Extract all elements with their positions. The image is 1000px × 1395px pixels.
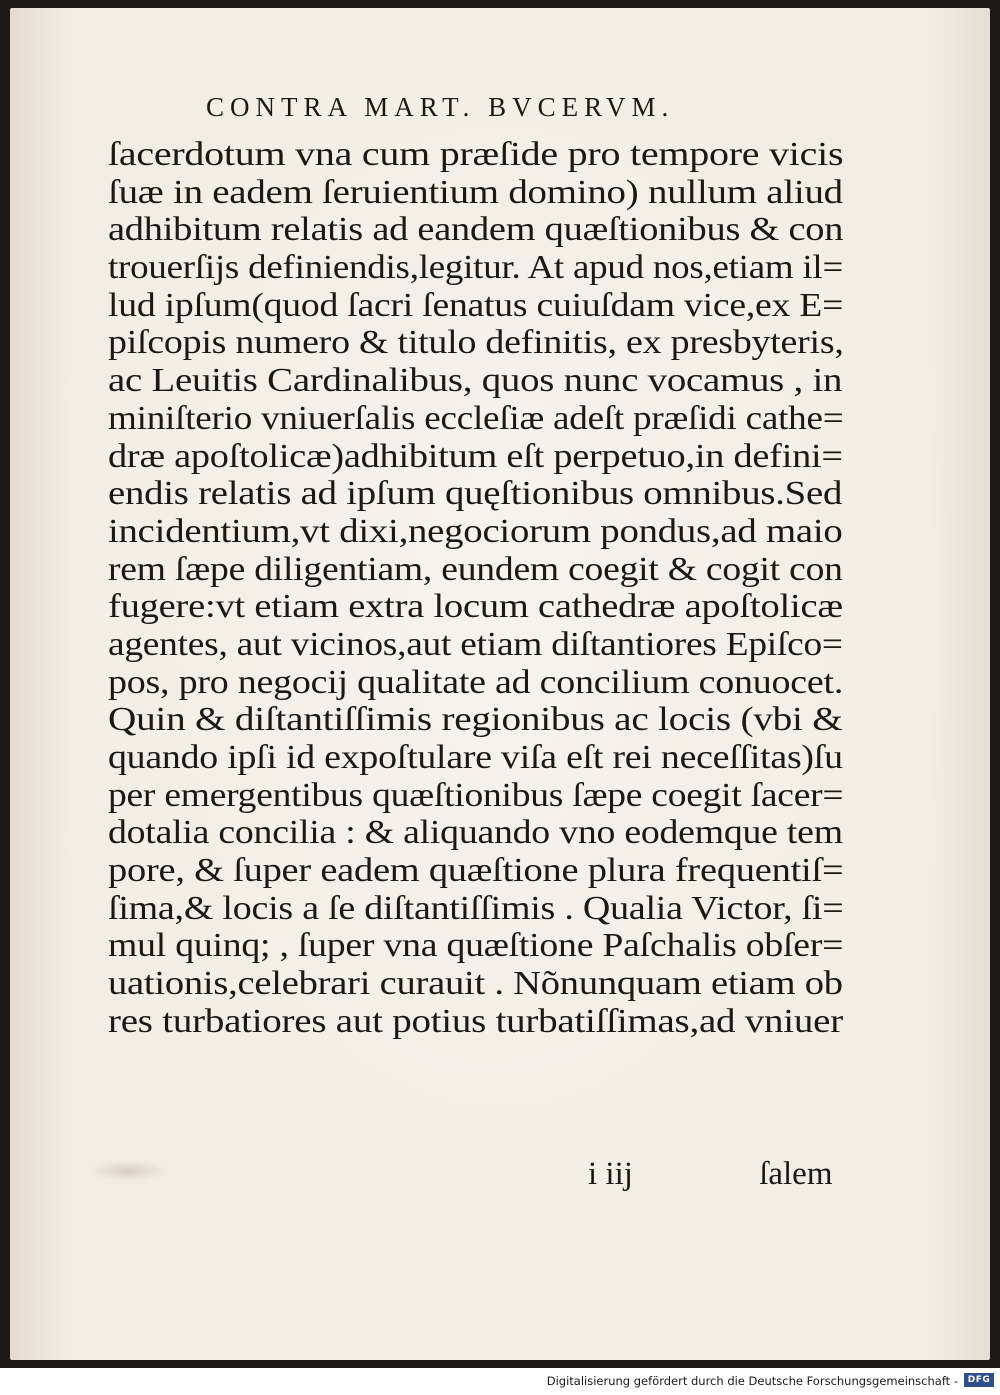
text-line: per emergentibus quæſtionibus ſæpe coegit ſacer= [108, 776, 844, 814]
text-line: incidentium,vt dixi,negociorum pondus,ad maio [108, 512, 843, 550]
text-line: ſacerdotum vna cum præſide pro tempore vicis [108, 136, 844, 173]
text-line: miniſterio vniuerſalis eccleſiæ adeſt præſidi cathe= [108, 399, 844, 437]
text-line: mul quinq; , ſuper vna quæſtione Paſchalis obſer= [108, 927, 844, 965]
body-text [108, 136, 868, 1041]
text-line: endis relatis ad ipſum quęſtionibus omnibus.Sed [108, 475, 843, 513]
footer-bar [0, 1368, 1000, 1395]
running-head: CONTRA MART. BVCERVM. [206, 92, 675, 122]
text-line: Quin & diſtantiſſimis regionibus ac locis (vbi & [108, 701, 843, 739]
text-line: agentes, aut vicinos,aut etiam diſtantiores Epiſco= [108, 625, 843, 663]
text-line: dræ apoſtolicæ)adhibitum eſt perpetuo,in defini= [108, 437, 843, 475]
text-line: pos, pro negocij qualitate ad concilium conuocet. [108, 663, 844, 701]
book-page [10, 8, 990, 1360]
text-line: uationis,celebrari curauit . Nõnunquam etiam ob [108, 965, 843, 1003]
text-line: dotalia concilia : & aliquando vno eodemque tem [108, 814, 843, 852]
text-line: res turbatiores aut potius turbatiſſimas,ad vniuer [108, 1002, 843, 1040]
text-line: rem ſæpe diligentiam, eundem coegit & cogit con [108, 550, 843, 588]
text-line: adhibitum relatis ad eandem quæſtionibus & con [108, 211, 844, 249]
text-line: lud ipſum(quod ſacri ſenatus cuiuſdam vice,ex E= [108, 286, 844, 324]
signature-mark: i iij [588, 1156, 633, 1192]
text-line: quando ipſi id expoſtulare viſa eſt rei neceſſitas)ſu [108, 739, 843, 776]
text-line: piſcopis numero & titulo definitis, ex presbyteris, [108, 324, 844, 362]
catchword: ſalem [759, 1156, 833, 1192]
text-line: ſuæ in eadem ſeruientium domino) nullum aliud [108, 173, 843, 211]
dfg-logo: DFG [964, 1373, 994, 1387]
text-line: fugere:vt etiam extra locum cathedræ apoſtolicæ [108, 588, 843, 626]
text-line: ac Leuitis Cardinalibus, quos nunc vocamus , in [108, 362, 843, 400]
text-line: pore, & ſuper eadem quæſtione plura frequentiſ= [108, 852, 844, 890]
text-line: trouerſijs definiendis,legitur. At apud nos,etiam il= [108, 249, 844, 287]
ink-smudge [88, 1160, 168, 1182]
catchline [588, 1156, 833, 1193]
text-line: ſima,& locis a ſe diſtantiſſimis . Qualia Victor, ſi= [108, 889, 844, 927]
footer-credit: Digitalisierung gefördert durch die Deutsche Forschungsgemeinschaft - [546, 1374, 958, 1388]
